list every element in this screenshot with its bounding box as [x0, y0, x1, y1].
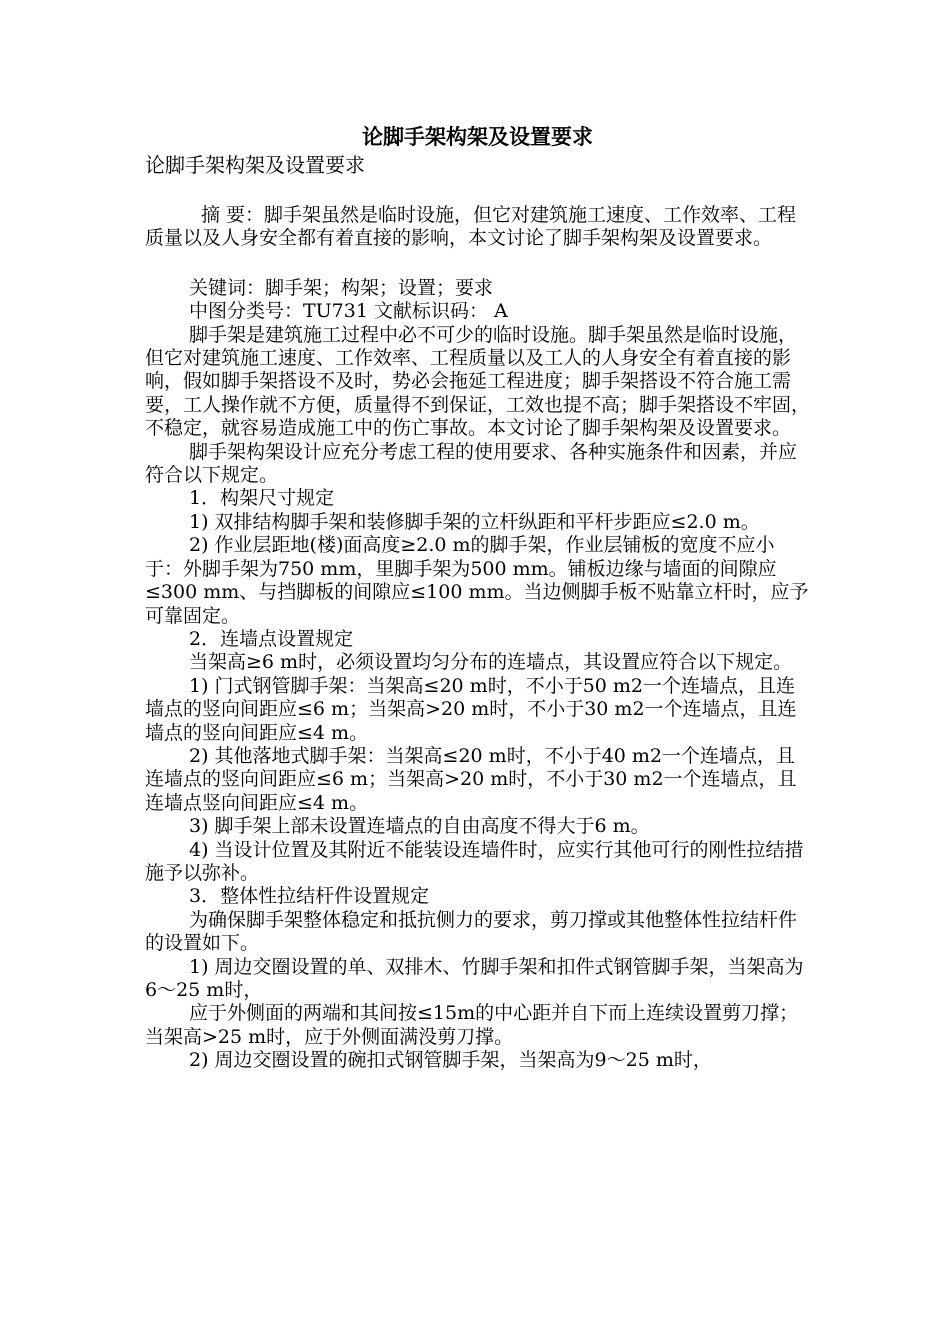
spacer [145, 251, 810, 277]
document-page [145, 122, 810, 1073]
paragraph: 脚手架是建筑施工过程中必不可少的临时设施。脚手架虽然是临时设施，但它对建筑施工速度、工作效率、工程质量以及工人的人身安全有着直接的影响，假如脚手架搭设不及时，势必会拖延工程进度；脚手架搭设不符合施工需要，工人操作就不方便，质量得不到保证，工效也提不高；脚手架搭设不牢固，不稳定，就容易造成施工中的伤亡事故。本文讨论了脚手架构架及设置要求。 [145, 323, 811, 440]
classification: 中图分类号：TU731 文献标识码： A [189, 300, 508, 323]
section-heading: 1．构架尺寸规定 [189, 487, 335, 510]
section-heading: 2．连墙点设置规定 [189, 627, 354, 650]
paragraph: 4) 当设计位置及其附近不能装设连墙件时，应实行其他可行的刚性拉结措施予以弥补。 [145, 838, 804, 884]
paragraph: 应于外侧面的两端和其间按≤15m的中心距并自下而上连续设置剪刀撑；当架高>25 m时，应于外侧面满没剪刀撑。 [145, 1002, 799, 1048]
document-subtitle: 论脚手架构架及设置要求 [145, 153, 365, 177]
paragraph: 2) 其他落地式脚手架：当架高≤20 m时，不小于40 m2一个连墙点，且连墙点的竖向间距应≤6 m；当架高>20 m时，不小于30 m2一个连墙点，且连墙点竖向间距应≤4 m。 [145, 744, 797, 814]
paragraph: 脚手架构架设计应充分考虑工程的使用要求、各种实施条件和因素，并应符合以下规定。 [145, 440, 798, 487]
paragraph: 当架高≥6 m时，必须设置均匀分布的连墙点，其设置应符合以下规定。 [189, 651, 793, 674]
paragraph: 1) 周边交圈设置的单、双排木、竹脚手架和扣件式钢管脚手架，当架高为6～25 m时， [145, 955, 804, 1001]
spacer [145, 178, 810, 204]
keywords: 关键词：脚手架；构架；设置；要求 [189, 276, 494, 299]
paragraph: 1) 双排结构脚手架和装修脚手架的立杆纵距和平杆步距应≤2.0 m。 [189, 510, 760, 533]
section-heading: 3．整体性拉结杆件设置规定 [189, 885, 430, 908]
paragraph: 2) 作业层距地(楼)面高度≥2.0 m的脚手架，作业层铺板的宽度不应小于：外脚手架为750 mm，里脚手架为500 mm。铺板边缘与墙面的间隙应≤300 mm、与挡脚板的间隙应≤100 mm。当边侧脚手板不贴靠立杆时，应予可靠固定。 [145, 534, 809, 627]
paragraph: 3) 脚手架上部未设置连墙点的自由高度不得大于6 m。 [189, 815, 650, 838]
abstract: 摘 要：脚手架虽然是临时设施，但它对建筑施工速度、工作效率、工程质量以及人身安全都有着直接的影响，本文讨论了脚手架构架及设置要求。 [145, 204, 797, 250]
paragraph: 2) 周边交圈设置的碗扣式钢管脚手架，当架高为9～25 m时， [189, 1049, 712, 1072]
paragraph: 为确保脚手架整体稳定和抵抗侧力的要求，剪刀撑或其他整体性拉结杆件的设置如下。 [145, 908, 798, 955]
document-title: 论脚手架构架及设置要求 [362, 124, 593, 149]
paragraph: 1) 门式钢管脚手架：当架高≤20 m时，不小于50 m2一个连墙点，且连墙点的竖向间距应≤6 m；当架高>20 m时，不小于30 m2一个连墙点，且连墙点的竖向间距应≤4 m。 [145, 674, 797, 744]
